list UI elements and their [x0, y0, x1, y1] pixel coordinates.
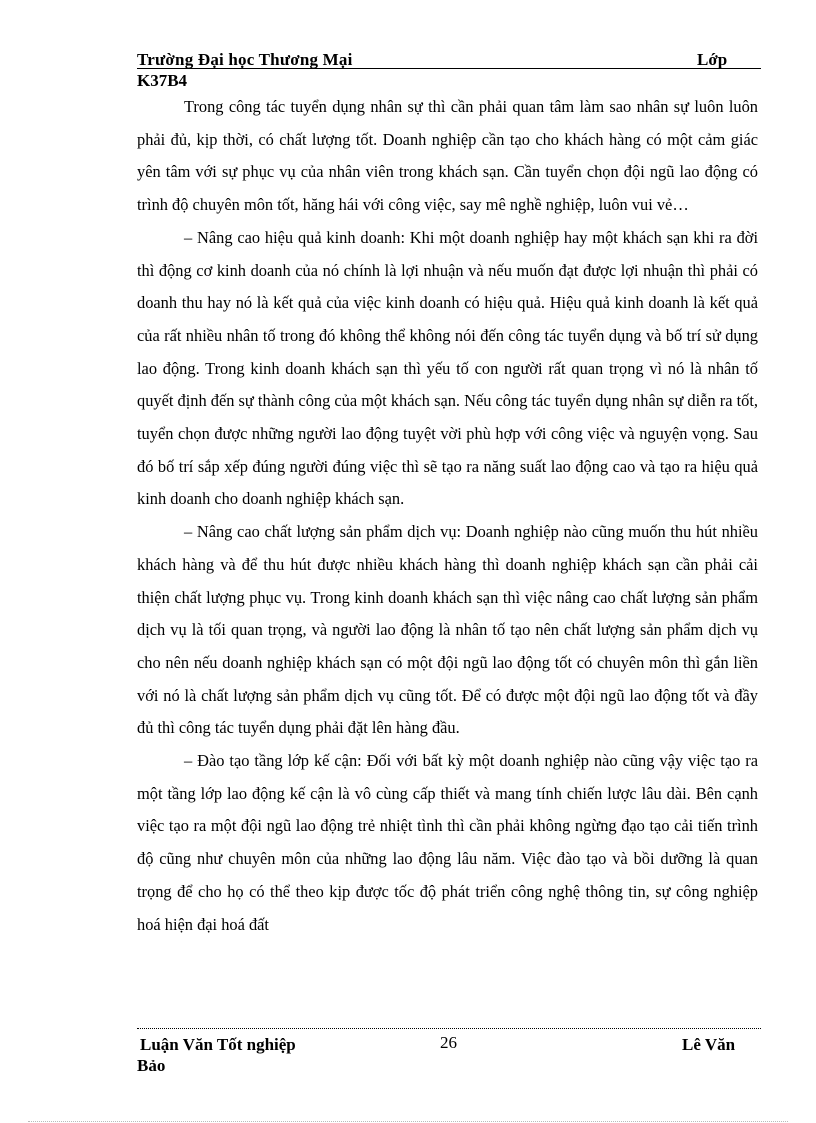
page-number: 26 — [440, 1033, 457, 1052]
school-name: Trường Đại học Thương Mại — [137, 50, 353, 69]
class-label: Lớp — [697, 50, 728, 69]
paragraph-service-quality: – Nâng cao chất lượng sản phẩm dịch vụ: Doanh nghiệp nào cũng muốn thu hút nhiều khách hàng và để thu hút được nhiều khách hàng thì doanh nghiệp khách sạn cần phải cải thiện chất lượng phục vụ. Trong kinh doanh khách sạn thì việc nâng cao chất lượng sản phẩm dịch vụ là tối quan trọng, và người lao động là nhân tố tạo nên chất lượng sản phẩm dịch vụ cho nên nếu doanh nghiệp khách sạn có một đội ngũ lao động tốt có chuyên môn thì gắn liền với nó là chất lượng sản phẩm dịch vụ cũng tốt. Để có được một đội ngũ lao động tốt và đầy đủ thì công tác tuyển dụng phải đặt lên hàng đầu. — [137, 522, 758, 738]
class-code: K37B4 — [137, 71, 188, 90]
page-bottom-border — [28, 1121, 788, 1122]
header-divider — [137, 68, 761, 69]
author-name-last: Bảo — [137, 1056, 166, 1075]
author-name-first: Lê Văn — [682, 1035, 736, 1054]
footer-divider — [137, 1028, 761, 1029]
document-body — [137, 91, 758, 941]
paragraph-business-efficiency: – Nâng cao hiệu quả kinh doanh: Khi một doanh nghiệp hay một khách sạn khi ra đời thì động cơ kinh doanh của nó chính là lợi nhuận và nếu muốn đạt được lợi nhuận thì phải có doanh thu hay nó là kết quả của việc kinh doanh có hiệu quả. Hiệu quả kinh doanh là kết quả của rất nhiều nhân tố trong đó không thể không nói đến công tác tuyển dụng và bố trí sử dụng lao động. Trong kinh doanh khách sạn thì yếu tố con người rất quan trọng vì nó là nhân tố quyết định đến sự thành công của một khách sạn. Nếu công tác tuyển dụng nhân sự diễn ra tốt, tuyển chọn được những người lao động tuyệt vời phù hợp với công việc và nguyện vọng. Sau đó bố trí sắp xếp đúng người đúng việc thì sẽ tạo ra năng suất lao động cao và tạo ra hiệu quả kinh doanh cho doanh nghiệp khách sạn. — [137, 227, 758, 509]
paragraph-successor-training: – Đào tạo tầng lớp kế cận: Đối với bất kỳ một doanh nghiệp nào cũng vậy việc tạo ra một tầng lớp lao động kế cận là vô cùng cấp thiết và mang tính chiến lược lâu dài. Bên cạnh việc tạo ra một đội ngũ lao động trẻ nhiệt tình thì cần phải không ngừng đạo tạo cải tiến trình độ cũng như chuyên môn của những lao động lâu năm. Việc đào tạo và bồi dưỡng là quan trọng để cho họ có thể theo kịp được tốc độ phát triển công nghệ thông tin, sự công nghiệp hoá hiện đại hoá đất — [137, 751, 758, 934]
thesis-label: Luận Văn Tốt nghiệp — [140, 1035, 296, 1054]
paragraph-intro: Trong công tác tuyển dụng nhân sự thì cần phải quan tâm làm sao nhân sự luôn luôn phải đủ, kịp thời, có chất lượng tốt. Doanh nghiệp cần tạo cho khách hàng có một cảm giác yên tâm với sự phục vụ của nhân viên trong khách sạn. Cần tuyển chọn đội ngũ lao động có trình độ chuyên môn tốt, hăng hái với công việc, say mê nghề nghiệp, luôn vui vẻ… — [137, 97, 758, 215]
